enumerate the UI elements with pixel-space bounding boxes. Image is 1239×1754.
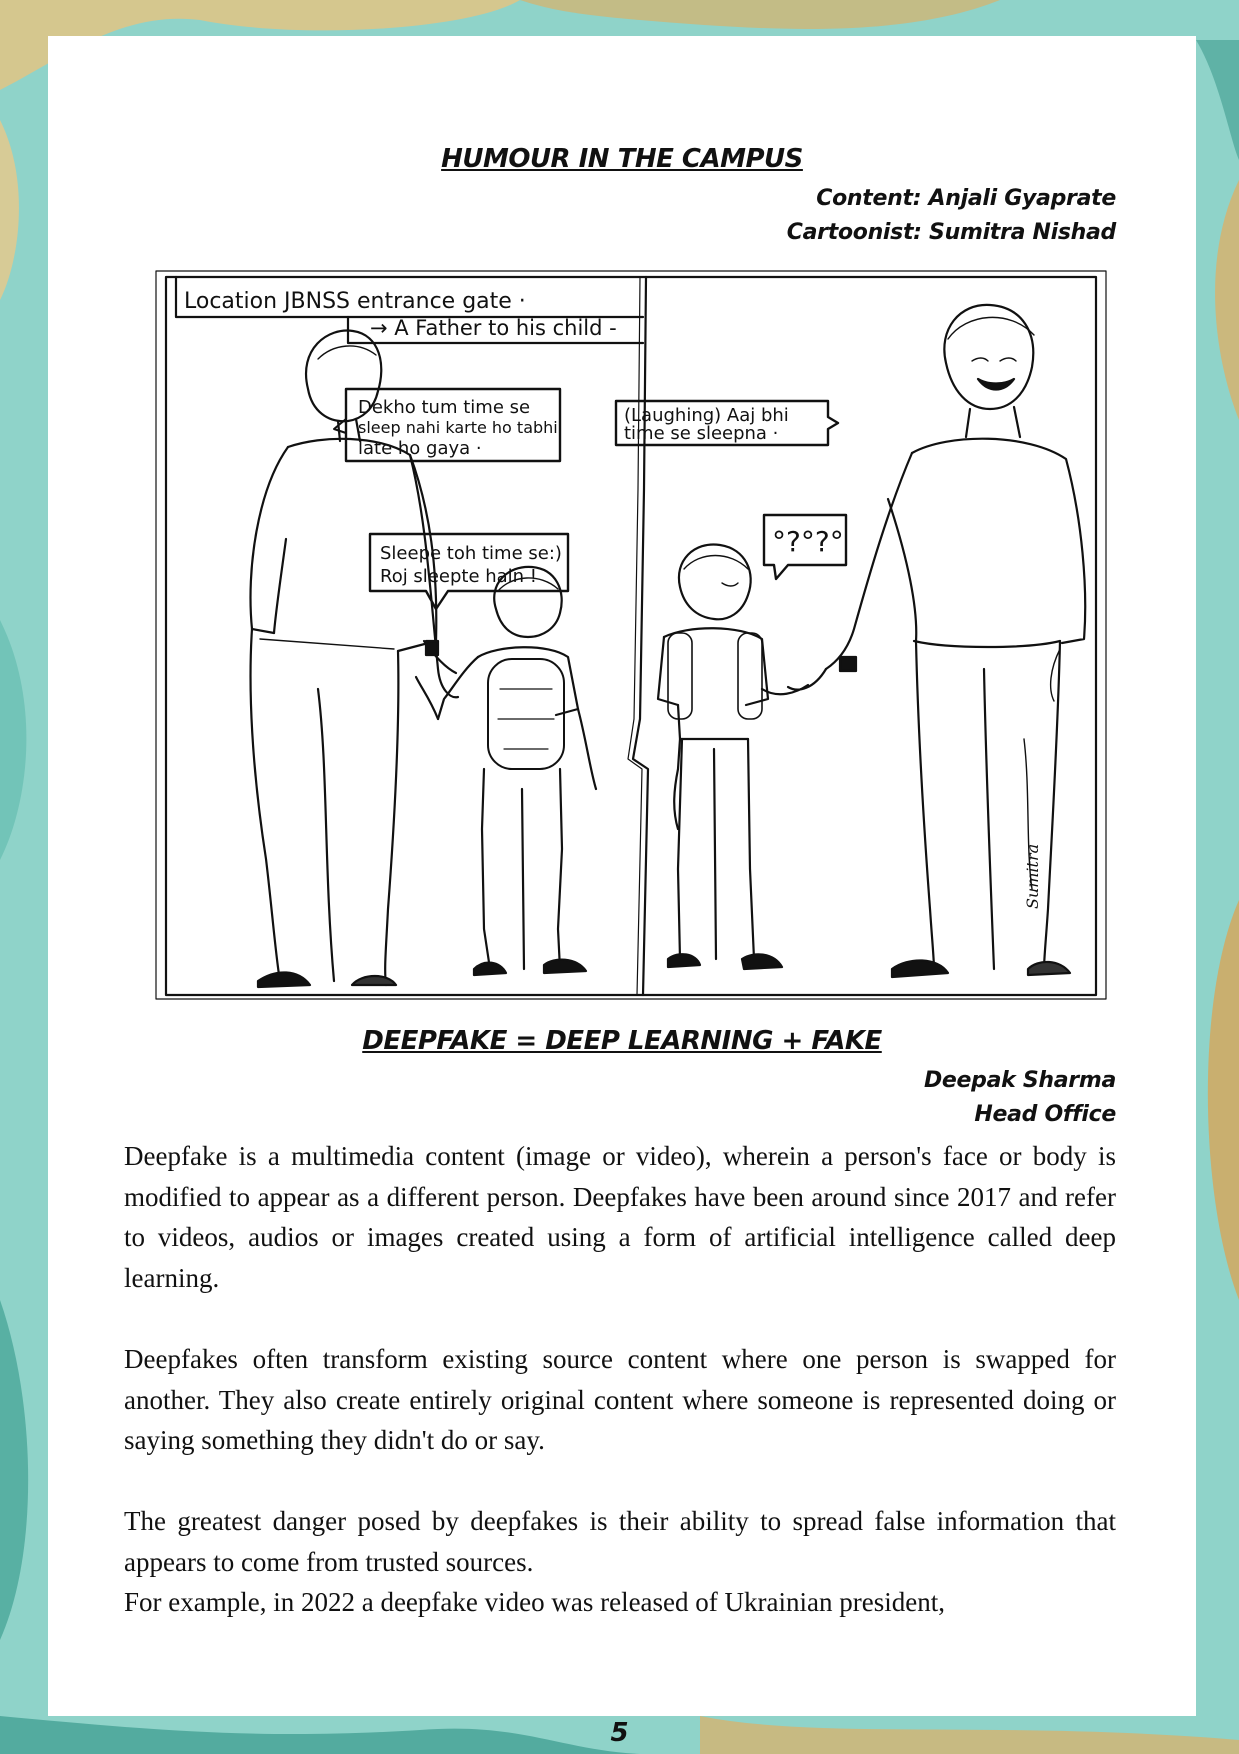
caption-line-2: → A Father to his child - <box>370 316 617 340</box>
paragraph-4: For example, in 2022 a deepfake video was released of Ukrainian president, <box>124 1587 945 1617</box>
backpack <box>488 659 564 769</box>
document-page <box>48 36 1196 1716</box>
cartoonist-credit: Cartoonist: Sumitra Nishad <box>786 220 1116 245</box>
author-office: Head Office <box>974 1102 1116 1127</box>
cartoonist-signature: Sumitra <box>1023 843 1042 909</box>
bubble-father-left-line-1: Dekho tum time se <box>358 397 531 418</box>
credits-block <box>787 182 1116 250</box>
bubble-father-left-line-2: sleep nahi karte ho tabhi <box>358 418 558 437</box>
section-title-deepfake: DEEPFAKE = DEEP LEARNING + FAKE <box>362 1026 882 1056</box>
paragraph-1: Deepfake is a multimedia content (image or video), wherein a person's face or body is modified to appear as a different person. Deepfakes have been around since 2017 and refer to videos, audios or images created using a form of artificial intelligence called deep learning. <box>124 1141 1116 1293</box>
author-block <box>924 1064 1116 1132</box>
content-credit: Content: Anjali Gyaprate <box>816 186 1116 211</box>
paragraph-3: The greatest danger posed by deepfakes is their ability to spread false information that appears to come from trusted sources. <box>124 1506 1116 1577</box>
bubble-father-right-line-2: time se sleepna · <box>624 423 779 444</box>
child-left-figure <box>416 567 596 975</box>
paragraph-2: Deepfakes often transform existing source content where one person is swapped for another. They also create entirely original content where someone is represented doing or saying something they didn't do or say. <box>124 1344 1116 1455</box>
child-right-figure <box>658 544 808 969</box>
cartoon-frame <box>166 277 1096 995</box>
bubble-child-right-text: °?°?° <box>772 525 844 558</box>
bubble-father-right-line-1: (Laughing) Aaj bhi <box>624 405 789 426</box>
bubble-father-left-line-3: late ho gaya · <box>358 438 482 459</box>
author-name: Deepak Sharma <box>923 1068 1116 1093</box>
caption-line-1: Location JBNSS entrance gate · <box>184 289 526 314</box>
bubble-child-left-line-1: Sleepe toh time se:) <box>380 543 562 564</box>
section-title-humour: HUMOUR IN THE CAMPUS <box>441 144 803 174</box>
page-number: 5 <box>610 1718 629 1748</box>
cartoon-illustration <box>148 269 1108 1002</box>
bubble-child-left-line-2: Roj sleepte hain ! <box>380 566 538 587</box>
